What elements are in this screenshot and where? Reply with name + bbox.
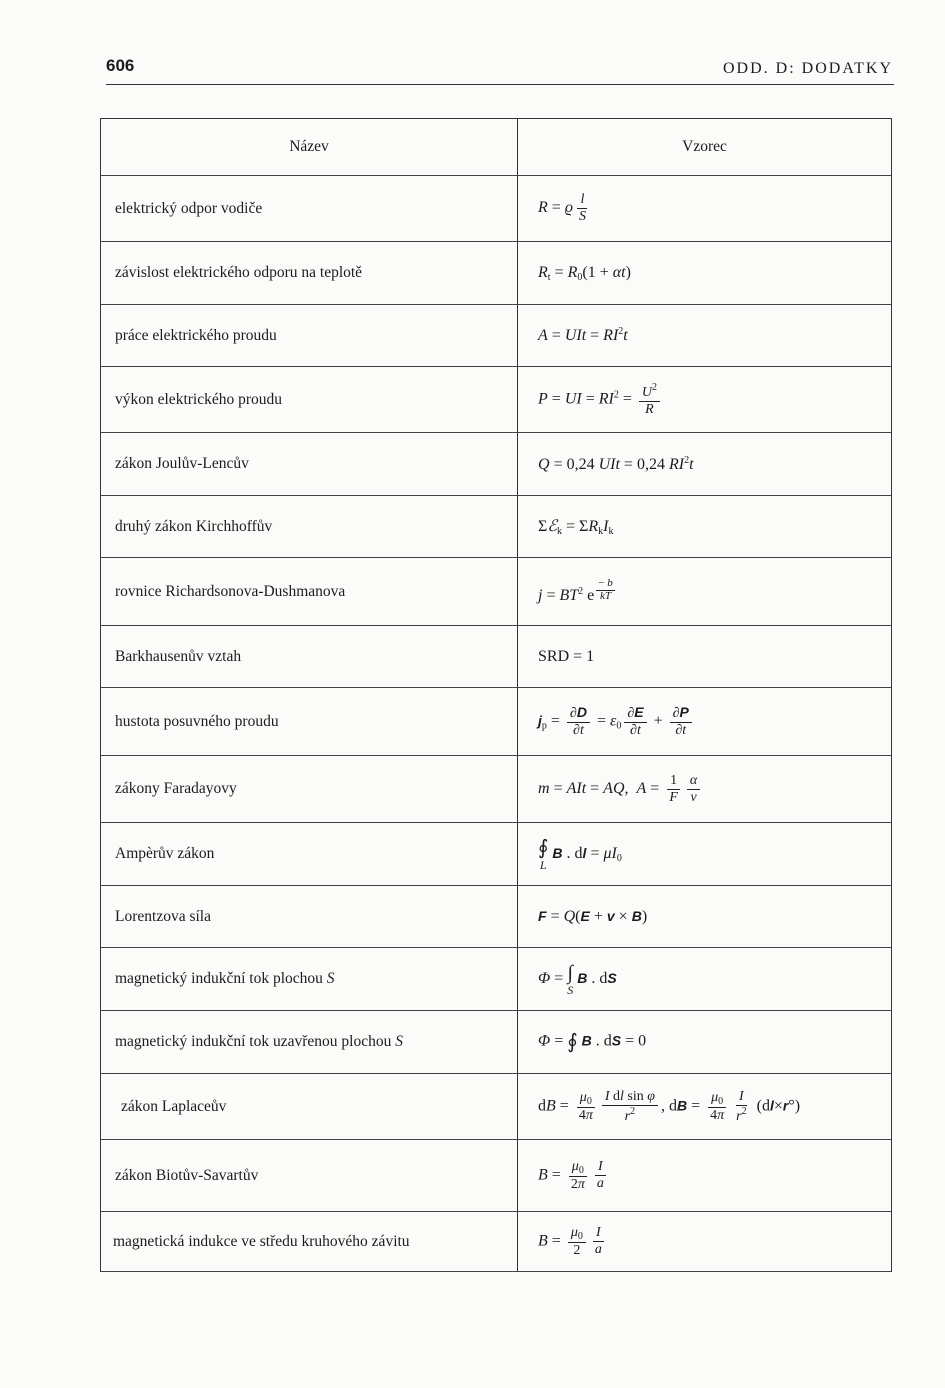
row-name: druhý zákon Kirchhoffův xyxy=(101,496,518,558)
row-name: zákon Laplaceův xyxy=(101,1074,518,1140)
row-name: výkon elektrického proudu xyxy=(101,367,518,433)
row-name: zákon Joulův-Lencův xyxy=(101,433,518,496)
table-row xyxy=(101,558,892,626)
table-row xyxy=(101,1011,892,1074)
table-row xyxy=(101,823,892,886)
header-formula: Vzorec xyxy=(518,119,892,176)
row-name: magnetický indukční tok plochou S xyxy=(101,948,518,1011)
row-formula: Σℰ$_k$ = $\Sigma R_kI_k$ xyxy=(518,496,892,558)
page-number: 606 xyxy=(106,56,135,75)
row-formula: F = Q(E + v × B) xyxy=(518,886,892,948)
header-name: Název xyxy=(101,119,518,176)
row-formula: Φ = ∮ B . dS = 0 xyxy=(518,1011,892,1074)
row-formula: SRD = 1 xyxy=(518,626,892,688)
row-name: zákony Faradayovy xyxy=(101,756,518,823)
row-formula: Φ = ∫ S B . dS xyxy=(518,948,892,1011)
row-formula: ∮ L B . dl = $\mu I_0$ xyxy=(518,823,892,886)
row-formula: dB = $\frac{\mu_0}{4\pi}$ $\frac{\text{I dl sin φ}}{r^2}$ , dB = $\frac{\mu_0}{4\pi}$ $\frac{I}{r^2}$ (dl×r°) xyxy=(518,1074,892,1140)
row-formula: m = AIt = AQ, A = $\frac{1}{F}$ $\frac{\alpha}{v}$ xyxy=(518,756,892,823)
row-name: elektrický odpor vodiče xyxy=(101,176,518,242)
table-row xyxy=(101,305,892,367)
row-formula: $j = BT^2$ e $\frac{- b}{kT}$ xyxy=(518,558,892,626)
table-row xyxy=(101,756,892,823)
table-row xyxy=(101,367,892,433)
row-formula: P = UI = $RI^2$ = $\frac{U^2}{R}$ xyxy=(518,367,892,433)
table-row xyxy=(101,948,892,1011)
row-name: magnetický indukční tok uzavřenou plochou S xyxy=(101,1011,518,1074)
table-row xyxy=(101,496,892,558)
table-row xyxy=(101,1212,892,1272)
row-name: Barkhausenův vztah xyxy=(101,626,518,688)
row-name: Ampèrův zákon xyxy=(101,823,518,886)
row-name: Lorentzova síla xyxy=(101,886,518,948)
table-row xyxy=(101,688,892,756)
header-rule xyxy=(106,84,894,85)
table-row xyxy=(101,176,892,242)
row-formula: $R_t = R_0(1 + \alpha t)$ xyxy=(518,242,892,305)
table-row xyxy=(101,242,892,305)
row-formula: R = ϱ $\frac{l}{S}$ xyxy=(518,176,892,242)
table-row xyxy=(101,433,892,496)
table-row xyxy=(101,1140,892,1212)
row-name: magnetická indukce ve středu kruhového závitu xyxy=(101,1212,518,1272)
formula-table xyxy=(100,118,892,1272)
row-name: práce elektrického proudu xyxy=(101,305,518,367)
row-formula: B = $\frac{\mu_0}{2\pi}$ $\frac{I}{a}$ xyxy=(518,1140,892,1212)
row-formula: Q = 0,24 UIt = 0,24 $RI^2t$ xyxy=(518,433,892,496)
surface-variable: S xyxy=(395,1033,403,1050)
table-row xyxy=(101,886,892,948)
row-formula: B = $\frac{\mu_0}{2}$ $\frac{I}{a}$ xyxy=(518,1212,892,1272)
running-head: ODD. D: DODATKY xyxy=(723,60,893,77)
row-name: rovnice Richardsonova-Dushmanova xyxy=(101,558,518,626)
table-header-row xyxy=(101,119,892,176)
row-name: závislost elektrického odporu na teplotě xyxy=(101,242,518,305)
surface-variable: S xyxy=(326,970,335,987)
row-formula: $j_p$ = $\frac{\partial D}{\partial t}$ = $\varepsilon_0$ $\frac{\partial E}{\partial t}$ + $\frac{\partial P}{\partial t}$ xyxy=(518,688,892,756)
table-row xyxy=(101,1074,892,1140)
row-formula: A = UIt = $RI^2t$ xyxy=(518,305,892,367)
row-name: hustota posuvného proudu xyxy=(101,688,518,756)
row-name: zákon Biotův-Savartův xyxy=(101,1140,518,1212)
table-row xyxy=(101,626,892,688)
